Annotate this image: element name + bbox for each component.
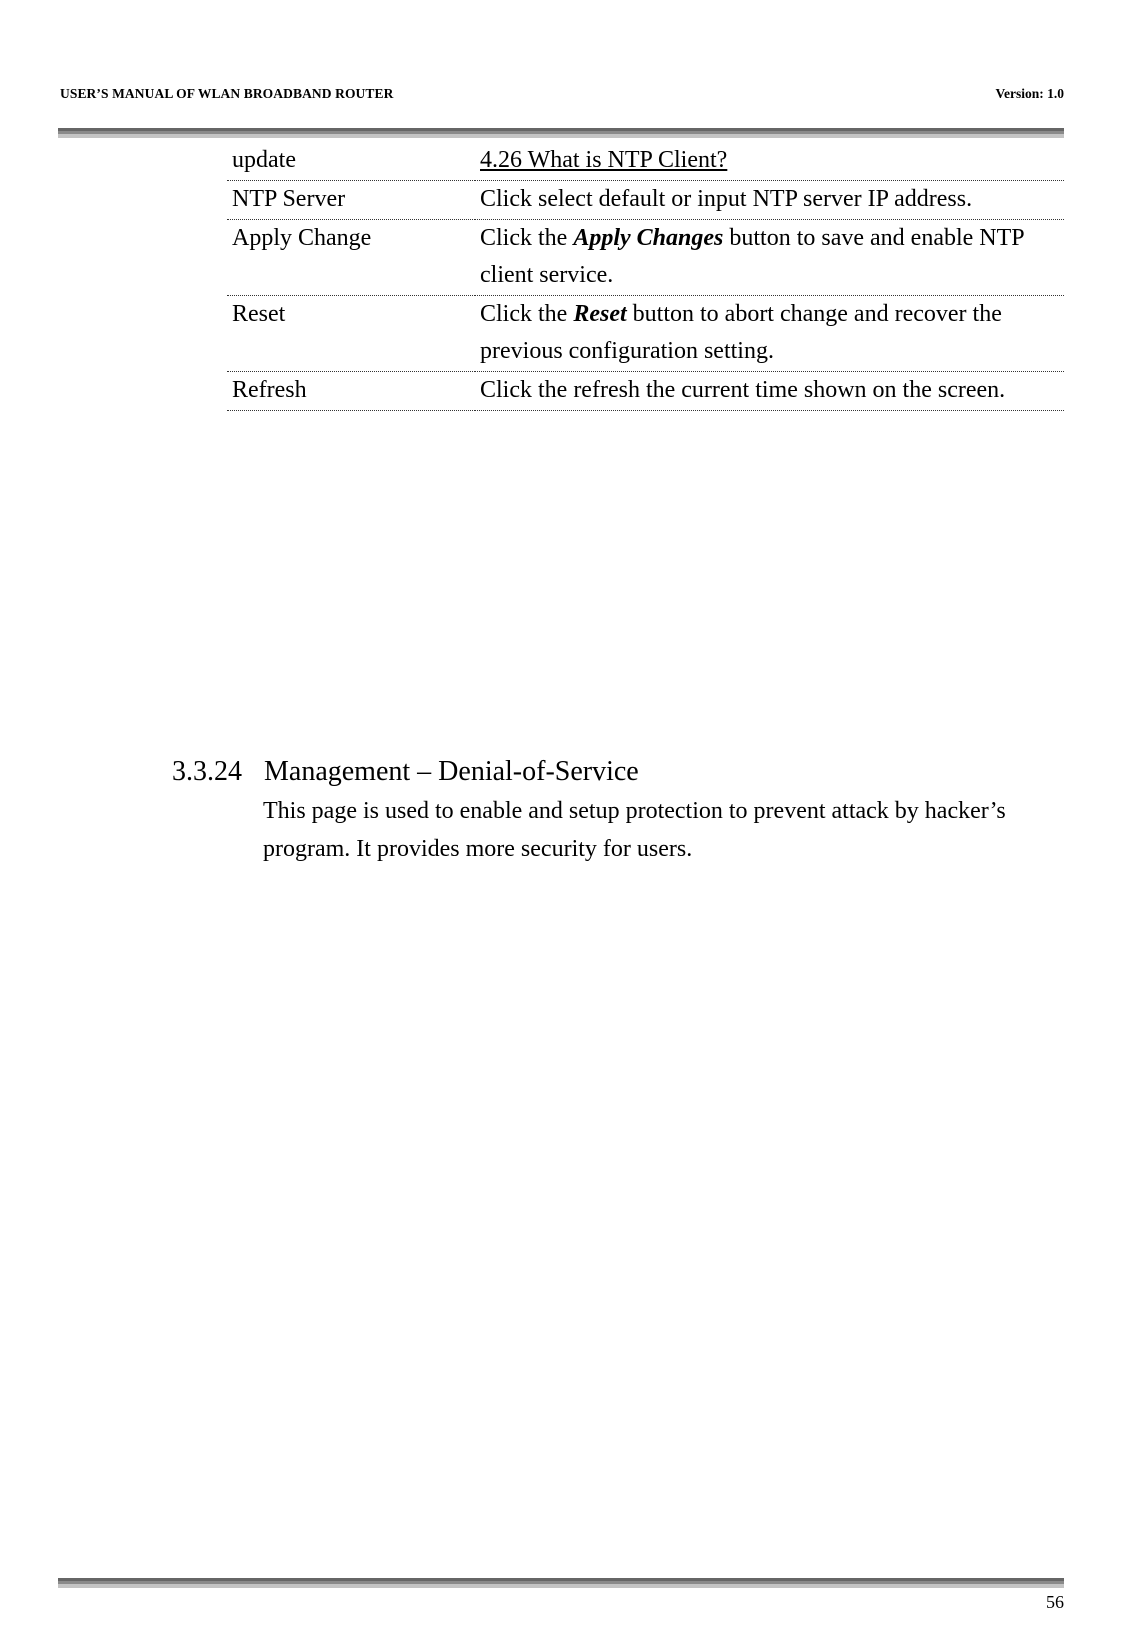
desc-text: button to save and enable NTP client service. bbox=[480, 225, 1024, 288]
table-row bbox=[227, 372, 1064, 411]
field-description bbox=[475, 296, 1064, 372]
desc-text: Click the bbox=[480, 301, 574, 327]
field-name: NTP Server bbox=[227, 181, 475, 220]
header-divider bbox=[58, 128, 1064, 138]
section-number: 3.3.24 bbox=[172, 756, 242, 787]
field-name: Reset bbox=[227, 296, 475, 372]
desc-text: Click the bbox=[480, 225, 574, 251]
field-name: Apply Change bbox=[227, 220, 475, 296]
apply-changes-emphasis: Apply Changes bbox=[573, 225, 724, 251]
parameter-table bbox=[227, 142, 1064, 411]
field-description: Click select default or input NTP server IP address. bbox=[475, 181, 1064, 220]
ntp-client-link[interactable]: 4.26 What is NTP Client? bbox=[480, 147, 728, 173]
section-heading bbox=[172, 752, 639, 792]
field-name: Refresh bbox=[227, 372, 475, 411]
field-description bbox=[475, 142, 1064, 181]
field-name: update bbox=[227, 142, 475, 181]
manual-title: USER’S MANUAL OF WLAN BROADBAND ROUTER bbox=[60, 86, 394, 101]
desc-text: button to abort change and recover the previous configuration setting. bbox=[480, 301, 1002, 364]
footer-divider bbox=[58, 1578, 1064, 1588]
table-row bbox=[227, 181, 1064, 220]
version-label: Version: 1.0 bbox=[995, 86, 1064, 101]
table-row bbox=[227, 220, 1064, 296]
reset-emphasis: Reset bbox=[573, 301, 627, 327]
field-description: Click the refresh the current time shown on the screen. bbox=[475, 372, 1064, 411]
table-row bbox=[227, 142, 1064, 181]
table-row bbox=[227, 296, 1064, 372]
field-description bbox=[475, 220, 1064, 296]
page-number: 56 bbox=[1046, 1592, 1064, 1612]
section-paragraph: This page is used to enable and setup protection to prevent attack by hacker’s program. It provides more security for users. bbox=[263, 798, 1006, 862]
section-title: Management – Denial-of-Service bbox=[264, 756, 639, 787]
